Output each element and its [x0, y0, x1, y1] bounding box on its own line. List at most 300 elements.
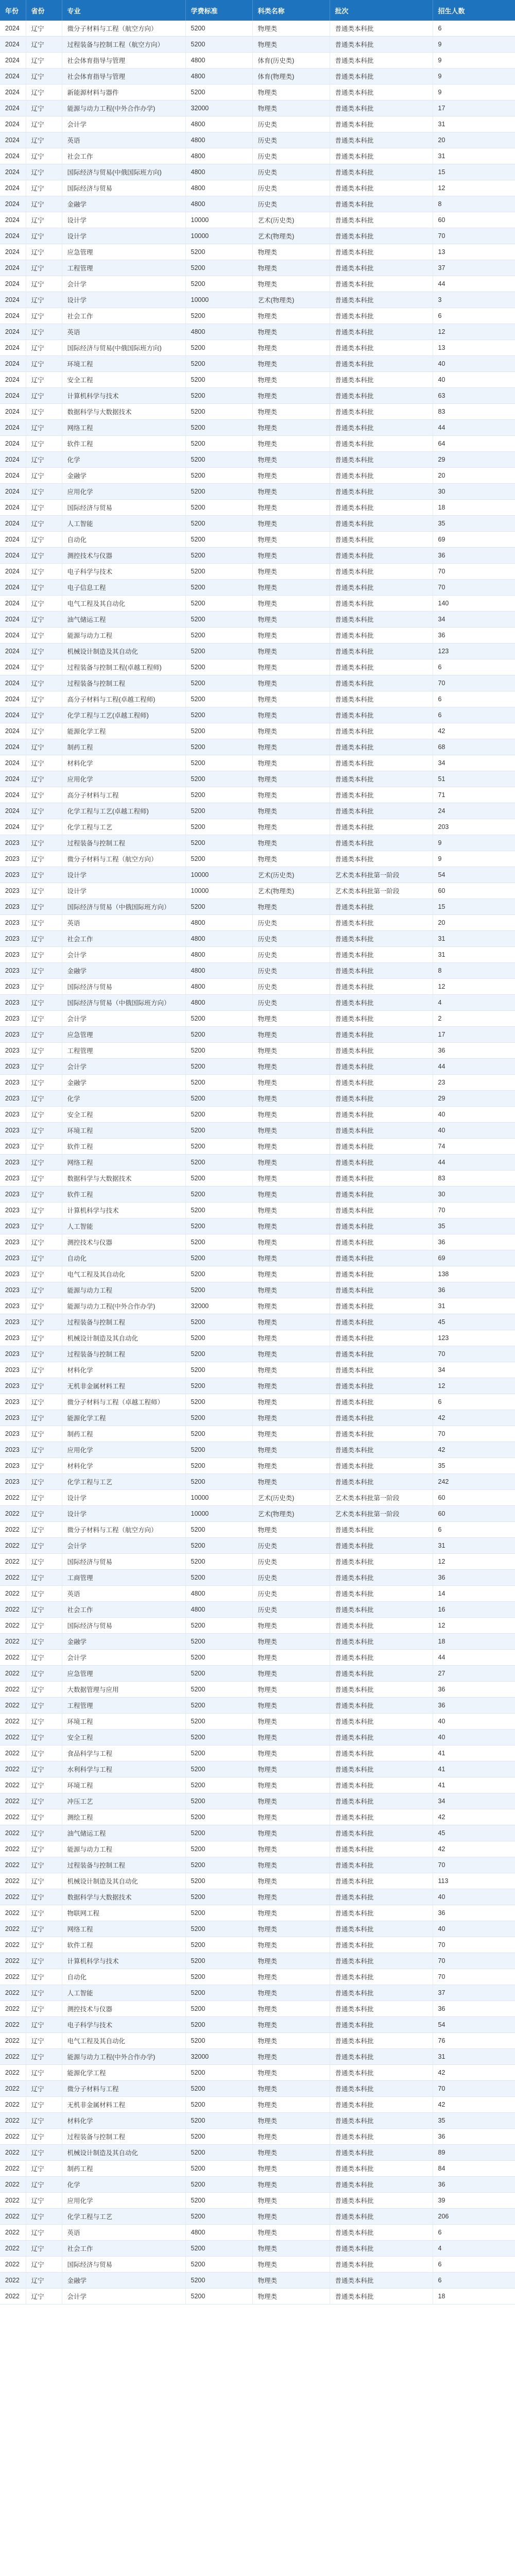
- cell-major: 安全工程: [62, 1730, 185, 1745]
- table-row: [0, 691, 515, 707]
- cell-province: 辽宁: [26, 468, 62, 484]
- table-row: [0, 1011, 515, 1027]
- cell-province: 辽宁: [26, 1426, 62, 1442]
- cell-enrollment: 42: [433, 2065, 515, 2081]
- cell-subject-category: 物理类: [252, 2257, 330, 2273]
- cell-year: 2022: [0, 1586, 26, 1602]
- cell-subject-category: 物理类: [252, 532, 330, 548]
- cell-tuition: 5200: [185, 1234, 252, 1250]
- cell-subject-category: 物理类: [252, 436, 330, 452]
- cell-tuition: 5200: [185, 1793, 252, 1809]
- cell-batch: 普通类本科批: [330, 1969, 433, 1985]
- cell-tuition: 5200: [185, 803, 252, 819]
- cell-subject-category: 历史类: [252, 947, 330, 963]
- cell-province: 辽宁: [26, 707, 62, 723]
- cell-subject-category: 物理类: [252, 1730, 330, 1745]
- cell-year: 2024: [0, 675, 26, 691]
- cell-year: 2022: [0, 1825, 26, 1841]
- cell-tuition: 5200: [185, 787, 252, 803]
- cell-batch: 普通类本科批: [330, 1362, 433, 1378]
- table-row: [0, 420, 515, 436]
- cell-enrollment: 9: [433, 37, 515, 53]
- cell-subject-category: 物理类: [252, 1187, 330, 1202]
- cell-tuition: 5200: [185, 2241, 252, 2257]
- cell-major: 软件工程: [62, 1187, 185, 1202]
- cell-province: 辽宁: [26, 420, 62, 436]
- cell-year: 2024: [0, 292, 26, 308]
- table-row: [0, 1857, 515, 1873]
- cell-batch: 普通类本科批: [330, 2177, 433, 2193]
- cell-subject-category: 物理类: [252, 1362, 330, 1378]
- cell-subject-category: 物理类: [252, 580, 330, 596]
- cell-subject-category: 物理类: [252, 1937, 330, 1953]
- cell-major: 计算机科学与技术: [62, 388, 185, 404]
- cell-major: 数据科学与大数据技术: [62, 1171, 185, 1187]
- table-row: [0, 2241, 515, 2257]
- cell-major: 化学工程与工艺: [62, 1474, 185, 1490]
- cell-year: 2022: [0, 1873, 26, 1889]
- cell-major: 微分子材料与工程: [62, 2081, 185, 2097]
- cell-year: 2024: [0, 628, 26, 643]
- table-row: [0, 2113, 515, 2129]
- cell-enrollment: 123: [433, 1330, 515, 1346]
- table-row: [0, 1155, 515, 1171]
- cell-year: 2022: [0, 1570, 26, 1586]
- table-row: [0, 404, 515, 420]
- cell-batch: 普通类本科批: [330, 2129, 433, 2145]
- cell-major: 电气工程及其自动化: [62, 1266, 185, 1282]
- cell-enrollment: 70: [433, 580, 515, 596]
- table-row: [0, 931, 515, 947]
- cell-batch: 普通类本科批: [330, 1410, 433, 1426]
- cell-batch: 普通类本科批: [330, 2049, 433, 2065]
- cell-batch: 普通类本科批: [330, 196, 433, 212]
- cell-tuition: 5200: [185, 2257, 252, 2273]
- cell-province: 辽宁: [26, 1538, 62, 1554]
- cell-major: 能源与动力工程: [62, 628, 185, 643]
- cell-tuition: 5200: [185, 1522, 252, 1538]
- cell-batch: 艺术类本科批第一阶段: [330, 867, 433, 883]
- cell-year: 2024: [0, 564, 26, 580]
- cell-batch: 普通类本科批: [330, 1059, 433, 1075]
- cell-major: 化学工程与工艺(卓越工程师): [62, 803, 185, 819]
- cell-enrollment: 36: [433, 1905, 515, 1921]
- cell-year: 2022: [0, 1953, 26, 1969]
- cell-batch: 普通类本科批: [330, 803, 433, 819]
- cell-major: 社会工作: [62, 148, 185, 164]
- cell-batch: 普通类本科批: [330, 276, 433, 292]
- cell-major: 社会工作: [62, 2241, 185, 2257]
- cell-batch: 普通类本科批: [330, 420, 433, 436]
- cell-province: 辽宁: [26, 995, 62, 1011]
- cell-batch: 普通类本科批: [330, 2225, 433, 2241]
- cell-enrollment: 70: [433, 675, 515, 691]
- cell-year: 2024: [0, 500, 26, 516]
- cell-tuition: 5200: [185, 532, 252, 548]
- cell-subject-category: 物理类: [252, 1218, 330, 1234]
- cell-year: 2022: [0, 1905, 26, 1921]
- cell-batch: 普通类本科批: [330, 1666, 433, 1682]
- cell-major: 数据科学与大数据技术: [62, 404, 185, 420]
- cell-batch: 普通类本科批: [330, 1857, 433, 1873]
- cell-year: 2024: [0, 116, 26, 132]
- cell-subject-category: 历史类: [252, 132, 330, 148]
- cell-tuition: 32000: [185, 100, 252, 116]
- cell-province: 辽宁: [26, 1458, 62, 1474]
- cell-subject-category: 物理类: [252, 276, 330, 292]
- cell-tuition: 5200: [185, 2193, 252, 2209]
- cell-subject-category: 物理类: [252, 835, 330, 851]
- cell-batch: 普通类本科批: [330, 1171, 433, 1187]
- cell-subject-category: 物理类: [252, 1761, 330, 1777]
- cell-year: 2024: [0, 37, 26, 53]
- cell-major: 水利科学与工程: [62, 1761, 185, 1777]
- cell-batch: 普通类本科批: [330, 1650, 433, 1666]
- cell-province: 辽宁: [26, 1873, 62, 1889]
- cell-year: 2022: [0, 2081, 26, 2097]
- table-row: [0, 1793, 515, 1809]
- cell-tuition: 5200: [185, 2161, 252, 2177]
- cell-year: 2022: [0, 2241, 26, 2257]
- cell-enrollment: 40: [433, 372, 515, 388]
- cell-year: 2022: [0, 2273, 26, 2289]
- cell-enrollment: 30: [433, 484, 515, 500]
- table-row: [0, 1905, 515, 1921]
- table-row: [0, 1937, 515, 1953]
- cell-subject-category: 艺术(历史类): [252, 212, 330, 228]
- cell-province: 辽宁: [26, 308, 62, 324]
- cell-enrollment: 41: [433, 1745, 515, 1761]
- table-row: [0, 500, 515, 516]
- cell-province: 辽宁: [26, 851, 62, 867]
- cell-year: 2022: [0, 2033, 26, 2049]
- cell-major: 英语: [62, 132, 185, 148]
- table-row: [0, 580, 515, 596]
- cell-batch: 普通类本科批: [330, 1218, 433, 1234]
- table-row: [0, 84, 515, 100]
- table-row: [0, 452, 515, 468]
- cell-province: 辽宁: [26, 212, 62, 228]
- cell-subject-category: 历史类: [252, 963, 330, 979]
- cell-subject-category: 艺术(物理类): [252, 228, 330, 244]
- cell-batch: 普通类本科批: [330, 132, 433, 148]
- cell-tuition: 5200: [185, 1809, 252, 1825]
- cell-enrollment: 84: [433, 2161, 515, 2177]
- cell-batch: 普通类本科批: [330, 516, 433, 532]
- table-row: [0, 53, 515, 69]
- cell-year: 2022: [0, 1682, 26, 1698]
- cell-enrollment: 36: [433, 2129, 515, 2145]
- cell-major: 过程装备与控制工程: [62, 1314, 185, 1330]
- cell-major: 能源与动力工程(中外合作办学): [62, 1298, 185, 1314]
- cell-subject-category: 物理类: [252, 1250, 330, 1266]
- cell-enrollment: 60: [433, 1490, 515, 1506]
- cell-subject-category: 物理类: [252, 1714, 330, 1730]
- cell-batch: 普通类本科批: [330, 1011, 433, 1027]
- cell-major: 工程管理: [62, 1043, 185, 1059]
- cell-province: 辽宁: [26, 452, 62, 468]
- cell-year: 2024: [0, 308, 26, 324]
- cell-batch: 普通类本科批: [330, 1107, 433, 1123]
- cell-tuition: 5200: [185, 1618, 252, 1634]
- cell-enrollment: 45: [433, 1825, 515, 1841]
- cell-enrollment: 44: [433, 276, 515, 292]
- cell-batch: 普通类本科批: [330, 1282, 433, 1298]
- table-row: [0, 1953, 515, 1969]
- cell-province: 辽宁: [26, 2145, 62, 2161]
- cell-major: 新能源材料与器件: [62, 84, 185, 100]
- cell-province: 辽宁: [26, 1250, 62, 1266]
- cell-enrollment: 18: [433, 500, 515, 516]
- cell-tuition: 5200: [185, 1394, 252, 1410]
- cell-tuition: 5200: [185, 1378, 252, 1394]
- cell-batch: 普通类本科批: [330, 915, 433, 931]
- cell-enrollment: 8: [433, 963, 515, 979]
- cell-enrollment: 36: [433, 2001, 515, 2017]
- cell-batch: 普通类本科批: [330, 2289, 433, 2304]
- cell-year: 2024: [0, 436, 26, 452]
- cell-major: 微分子材料与工程（卓越工程师）: [62, 1394, 185, 1410]
- cell-year: 2022: [0, 2161, 26, 2177]
- cell-province: 辽宁: [26, 69, 62, 84]
- cell-year: 2022: [0, 2193, 26, 2209]
- cell-province: 辽宁: [26, 1554, 62, 1570]
- cell-province: 辽宁: [26, 1266, 62, 1282]
- cell-enrollment: 242: [433, 1474, 515, 1490]
- cell-tuition: 5200: [185, 659, 252, 675]
- cell-year: 2023: [0, 1234, 26, 1250]
- cell-batch: 普通类本科批: [330, 1314, 433, 1330]
- cell-tuition: 5200: [185, 628, 252, 643]
- cell-enrollment: 27: [433, 1666, 515, 1682]
- cell-major: 能源与动力工程(中外合作办学): [62, 2049, 185, 2065]
- cell-province: 辽宁: [26, 324, 62, 340]
- cell-year: 2024: [0, 372, 26, 388]
- cell-tuition: 5200: [185, 2273, 252, 2289]
- cell-subject-category: 物理类: [252, 2081, 330, 2097]
- cell-batch: 普通类本科批: [330, 468, 433, 484]
- cell-major: 计算机科学与技术: [62, 1953, 185, 1969]
- cell-year: 2023: [0, 1282, 26, 1298]
- cell-enrollment: 12: [433, 1378, 515, 1394]
- cell-batch: 普通类本科批: [330, 963, 433, 979]
- cell-subject-category: 物理类: [252, 340, 330, 356]
- cell-tuition: 5200: [185, 1139, 252, 1155]
- cell-batch: 普通类本科批: [330, 675, 433, 691]
- cell-tuition: 4800: [185, 69, 252, 84]
- cell-enrollment: 42: [433, 1841, 515, 1857]
- cell-tuition: 5200: [185, 2065, 252, 2081]
- cell-enrollment: 18: [433, 2289, 515, 2304]
- cell-enrollment: 74: [433, 1139, 515, 1155]
- cell-batch: 普通类本科批: [330, 21, 433, 37]
- cell-tuition: 5200: [185, 1075, 252, 1091]
- cell-subject-category: 物理类: [252, 1921, 330, 1937]
- cell-batch: 普通类本科批: [330, 1809, 433, 1825]
- table-row: [0, 1570, 515, 1586]
- table-row: [0, 723, 515, 739]
- cell-major: 高分子材料与工程: [62, 787, 185, 803]
- cell-subject-category: 物理类: [252, 100, 330, 116]
- table-row: [0, 1698, 515, 1714]
- cell-tuition: 5200: [185, 1650, 252, 1666]
- cell-year: 2024: [0, 468, 26, 484]
- cell-enrollment: 44: [433, 420, 515, 436]
- cell-tuition: 5200: [185, 1250, 252, 1266]
- cell-year: 2022: [0, 1698, 26, 1714]
- cell-subject-category: 物理类: [252, 1139, 330, 1155]
- cell-year: 2023: [0, 1442, 26, 1458]
- cell-tuition: 4800: [185, 53, 252, 69]
- cell-year: 2022: [0, 1714, 26, 1730]
- cell-province: 辽宁: [26, 1442, 62, 1458]
- cell-enrollment: 41: [433, 1777, 515, 1793]
- cell-province: 辽宁: [26, 1155, 62, 1171]
- cell-enrollment: 12: [433, 324, 515, 340]
- cell-province: 辽宁: [26, 2161, 62, 2177]
- cell-year: 2023: [0, 931, 26, 947]
- cell-batch: 普通类本科批: [330, 2065, 433, 2081]
- cell-year: 2023: [0, 1218, 26, 1234]
- cell-province: 辽宁: [26, 500, 62, 516]
- cell-subject-category: 物理类: [252, 308, 330, 324]
- cell-province: 辽宁: [26, 1346, 62, 1362]
- table-row: [0, 1474, 515, 1490]
- cell-major: 环境工程: [62, 1777, 185, 1793]
- table-row: [0, 1330, 515, 1346]
- cell-major: 自动化: [62, 1250, 185, 1266]
- cell-tuition: 10000: [185, 883, 252, 899]
- cell-tuition: 5200: [185, 1266, 252, 1282]
- cell-major: 测控技术与仪器: [62, 1234, 185, 1250]
- cell-batch: 普通类本科批: [330, 244, 433, 260]
- cell-province: 辽宁: [26, 2193, 62, 2209]
- cell-tuition: 5200: [185, 2177, 252, 2193]
- cell-major: 油气储运工程: [62, 1825, 185, 1841]
- cell-tuition: 5200: [185, 612, 252, 628]
- table-row: [0, 532, 515, 548]
- cell-year: 2023: [0, 851, 26, 867]
- cell-major: 化学工程与工艺(卓越工程师): [62, 707, 185, 723]
- cell-tuition: 5200: [185, 2129, 252, 2145]
- cell-batch: 普通类本科批: [330, 2017, 433, 2033]
- cell-year: 2023: [0, 1346, 26, 1362]
- cell-batch: 普通类本科批: [330, 1522, 433, 1538]
- cell-major: 过程装备与控制工程: [62, 835, 185, 851]
- cell-tuition: 5200: [185, 37, 252, 53]
- cell-subject-category: 艺术(历史类): [252, 867, 330, 883]
- table-row: [0, 1202, 515, 1218]
- cell-year: 2022: [0, 1857, 26, 1873]
- cell-batch: 普通类本科批: [330, 228, 433, 244]
- cell-subject-category: 历史类: [252, 979, 330, 995]
- cell-tuition: 4800: [185, 196, 252, 212]
- cell-major: 会计学: [62, 1650, 185, 1666]
- table-row: [0, 1378, 515, 1394]
- cell-major: 英语: [62, 324, 185, 340]
- cell-tuition: 4800: [185, 931, 252, 947]
- cell-batch: 普通类本科批: [330, 1777, 433, 1793]
- cell-major: 网络工程: [62, 1921, 185, 1937]
- cell-province: 辽宁: [26, 1602, 62, 1618]
- cell-tuition: 5200: [185, 723, 252, 739]
- cell-batch: 普通类本科批: [330, 69, 433, 84]
- cell-tuition: 5200: [185, 452, 252, 468]
- table-body: [0, 21, 515, 2304]
- cell-enrollment: 36: [433, 1698, 515, 1714]
- cell-province: 辽宁: [26, 2033, 62, 2049]
- cell-province: 辽宁: [26, 1857, 62, 1873]
- table-row: [0, 1714, 515, 1730]
- cell-enrollment: 13: [433, 340, 515, 356]
- table-row: [0, 548, 515, 564]
- table-row: [0, 2145, 515, 2161]
- cell-batch: 普通类本科批: [330, 2097, 433, 2113]
- cell-subject-category: 物理类: [252, 1777, 330, 1793]
- cell-year: 2023: [0, 1091, 26, 1107]
- cell-year: 2023: [0, 1139, 26, 1155]
- cell-tuition: 5200: [185, 1953, 252, 1969]
- cell-enrollment: 42: [433, 2097, 515, 2113]
- cell-year: 2024: [0, 228, 26, 244]
- cell-subject-category: 物理类: [252, 1889, 330, 1905]
- table-row: [0, 1394, 515, 1410]
- cell-batch: 普通类本科批: [330, 1873, 433, 1889]
- cell-subject-category: 物理类: [252, 1410, 330, 1426]
- cell-batch: 普通类本科批: [330, 819, 433, 835]
- cell-tuition: 5200: [185, 276, 252, 292]
- table-row: [0, 1027, 515, 1043]
- cell-tuition: 5200: [185, 1666, 252, 1682]
- cell-province: 辽宁: [26, 1937, 62, 1953]
- table-row: [0, 388, 515, 404]
- cell-enrollment: 89: [433, 2145, 515, 2161]
- table-row: [0, 851, 515, 867]
- cell-enrollment: 6: [433, 707, 515, 723]
- cell-subject-category: 物理类: [252, 2065, 330, 2081]
- cell-batch: 普通类本科批: [330, 2193, 433, 2209]
- cell-tuition: 5200: [185, 84, 252, 100]
- cell-year: 2024: [0, 404, 26, 420]
- cell-enrollment: 14: [433, 1586, 515, 1602]
- cell-subject-category: 历史类: [252, 148, 330, 164]
- cell-major: 环境工程: [62, 1714, 185, 1730]
- table-row: [0, 1123, 515, 1139]
- cell-subject-category: 物理类: [252, 1522, 330, 1538]
- cell-batch: 普通类本科批: [330, 53, 433, 69]
- cell-enrollment: 42: [433, 723, 515, 739]
- cell-major: 会计学: [62, 1538, 185, 1554]
- table-row: [0, 2017, 515, 2033]
- cell-subject-category: 物理类: [252, 1793, 330, 1809]
- cell-subject-category: 物理类: [252, 1905, 330, 1921]
- table-row: [0, 260, 515, 276]
- cell-tuition: 5200: [185, 1187, 252, 1202]
- cell-subject-category: 物理类: [252, 2289, 330, 2304]
- cell-province: 辽宁: [26, 1809, 62, 1825]
- cell-enrollment: 35: [433, 1218, 515, 1234]
- cell-tuition: 5200: [185, 1873, 252, 1889]
- table-header: [0, 0, 515, 21]
- cell-enrollment: 39: [433, 2193, 515, 2209]
- table-row: [0, 835, 515, 851]
- cell-year: 2024: [0, 84, 26, 100]
- cell-year: 2024: [0, 803, 26, 819]
- cell-tuition: 5200: [185, 851, 252, 867]
- cell-tuition: 5200: [185, 580, 252, 596]
- table-row: [0, 867, 515, 883]
- cell-province: 辽宁: [26, 723, 62, 739]
